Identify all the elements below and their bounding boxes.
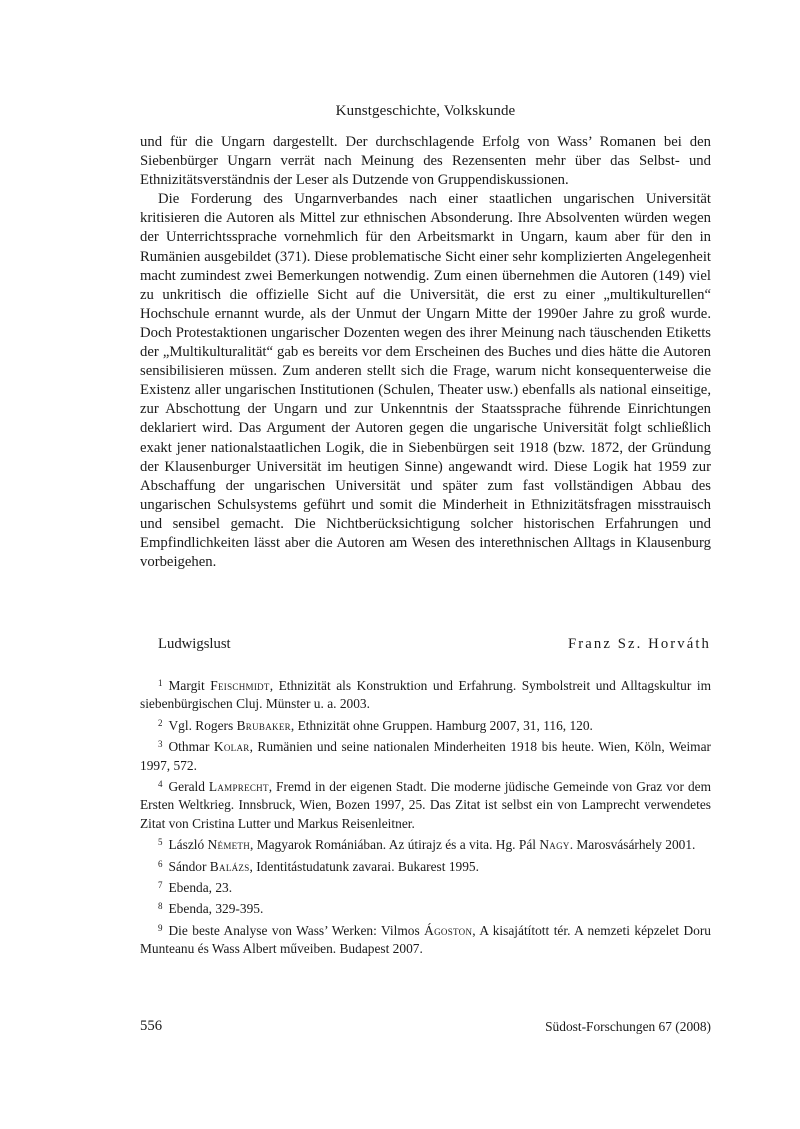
footnotes bbox=[140, 674, 711, 959]
author-name: Lamprecht bbox=[208, 779, 269, 795]
footnote-1: $^1$ Margit Feischmidt, Ethnizität als Konstruktion und Erfahrung. Symbolstreit und Alltagskultur im siebenbürgischen Cluj. Münster u. a. 2003. bbox=[140, 678, 711, 712]
paragraph-2: Die Forderung des Ungarnverbandes nach einer staatlichen ungarischen Universität kritisieren die Autoren als Mittel zur ethnischen Absonderung. Ihre Absolventen würden wegen der Unterrichtssprache vornehmlich für den Arbeitsmarkt in Ungarn, kaum aber für den in Rumänien ausgebildet (371). Diese problematische Sicht einer sehr komplizierten Angelegenheit macht zumindest zwei Bemerkungen notwendig. Zum einen übernehmen die Autoren (149) viel zu unkritisch die offizielle Sicht auf die Universität, die erst zu einer „multikulturellen“ Hochschule ernannt wurde, als der Unmut der Ungarn Mitte der 1990er Jahre zu groß wurde. Doch Protestaktionen ungarischer Dozenten wegen des ihrer Meinung nach täuschenden Etiketts der „Multikulturalität“ gab es bereits vor dem Erscheinen des Buches und dies hätte die Autoren sensibilisieren müssen. Zum anderen stellt sich die Frage, warum nicht konsequenterweise die Existenz aller ungarischen Institutionen (Schulen, Theater usw.) ebenfalls als national einseitige, zur Abschottung der Ungarn und zur Unkenntnis der Staatssprache führende Einrichtungen deklariert wird. Das Argument der Autoren gegen die ungarische Universität folgt schließlich exakt jener nationalstaatlichen Logik, die in Siebenbürgen seit 1918 (bzw. 1872, der Gründung der Klausenburger Universität im heutigen Sinne) angewandt wird. Diese Logik hat 1959 zur Abschaffung der ungarischen Universität und später zum fast vollständigen Abbau des ungarischen Schulsystems geführt und somit die Minderheit in Ethnizitätsfragen misstrauisch und sensibel gemacht. Die Nichtberücksichtigung solcher historischen Erfahrungen und Empfindlichkeiten lässt aber die Autoren am Wesen des interethnischen Alltags in Klausenburg vorbeigehen. bbox=[140, 191, 711, 571]
page bbox=[140, 0, 711, 1129]
footnote-4: $^4$ Gerald Lamprecht, Fremd in der eigenen Stadt. Die moderne jüdische Gemeinde von Graz vor dem Ersten Weltkrieg. Innsbruck, Wien, Bozen 1997, 25. Das Zitat ist selbst ein von Lamprecht verwendetes Zitat von Cristina Lutter und Markus Reisenleitner. bbox=[140, 779, 712, 831]
footnote-2: $^2$ Vgl. Rogers Brubaker, Ethnizität ohne Gruppen. Hamburg 2007, 31, 116, 120. bbox=[158, 717, 593, 733]
running-head: Kunstgeschichte, Volkskunde bbox=[335, 103, 516, 119]
footnote-3: $^3$ Othmar Kolar, Rumänien und seine nationalen Minderheiten 1918 bis heute. Wien, Köln, Weimar 1997, 572. bbox=[140, 739, 711, 773]
author-name: Ágoston bbox=[424, 922, 473, 938]
author-name: Feischmidt bbox=[210, 678, 270, 693]
editor-name: Nagy bbox=[539, 837, 570, 853]
footnote-number: 1 bbox=[158, 678, 163, 688]
author-name: Balázs bbox=[209, 858, 250, 874]
signature-author: Franz Sz. Horváth bbox=[568, 636, 711, 652]
footnote-number: 6 bbox=[158, 858, 163, 869]
footnote-8: $^8$ Ebenda, 329-395. bbox=[158, 901, 264, 917]
journal-footer: Südost-Forschungen 67 (2008) bbox=[545, 1019, 711, 1034]
footnote-number: 3 bbox=[158, 739, 163, 750]
body-text bbox=[140, 133, 711, 572]
footnote-number: 9 bbox=[158, 922, 163, 933]
author-name: Kolar bbox=[213, 739, 250, 755]
footnote-number: 5 bbox=[158, 837, 163, 848]
author-name: Brubaker bbox=[236, 717, 291, 733]
author-name: Németh bbox=[207, 837, 251, 853]
footnote-7: $^7$ Ebenda, 23. bbox=[158, 880, 233, 896]
footnote-number: 4 bbox=[158, 779, 163, 790]
footnote-5: $^5$ László Németh, Magyarok Romániában. Az útirajz és a vita. Hg. Pál Nagy. Marosvásárhely 2001. bbox=[158, 837, 696, 853]
footnote-9: $^9$ Die beste Analyse von Wass’ Werken: Vilmos Ágoston, A kisajátított tér. A nemzeti képzelet Doru Munteanu és Wass Albert műveiben. Budapest 2007. bbox=[140, 922, 711, 957]
footnote-number: 7 bbox=[158, 880, 163, 891]
signature-place: Ludwigslust bbox=[158, 636, 231, 652]
paragraph-1: und für die Ungarn dargestellt. Der durchschlagende Erfolg von Wass’ Romanen bei den Siebenbürger Ungarn verrät nach Meinung des Rezensenten mehr über das Selbst- und Ethnizitätsverständnis der Leser als Dutzende von Gruppendiskussionen. bbox=[140, 134, 711, 189]
footnote-number: 2 bbox=[158, 717, 163, 728]
footnote-number: 8 bbox=[158, 901, 163, 912]
footnote-6: $^6$ Sándor Balázs, Identitástudatunk zavarai. Bukarest 1995. bbox=[158, 858, 479, 874]
page-number: 556 bbox=[140, 1018, 163, 1034]
